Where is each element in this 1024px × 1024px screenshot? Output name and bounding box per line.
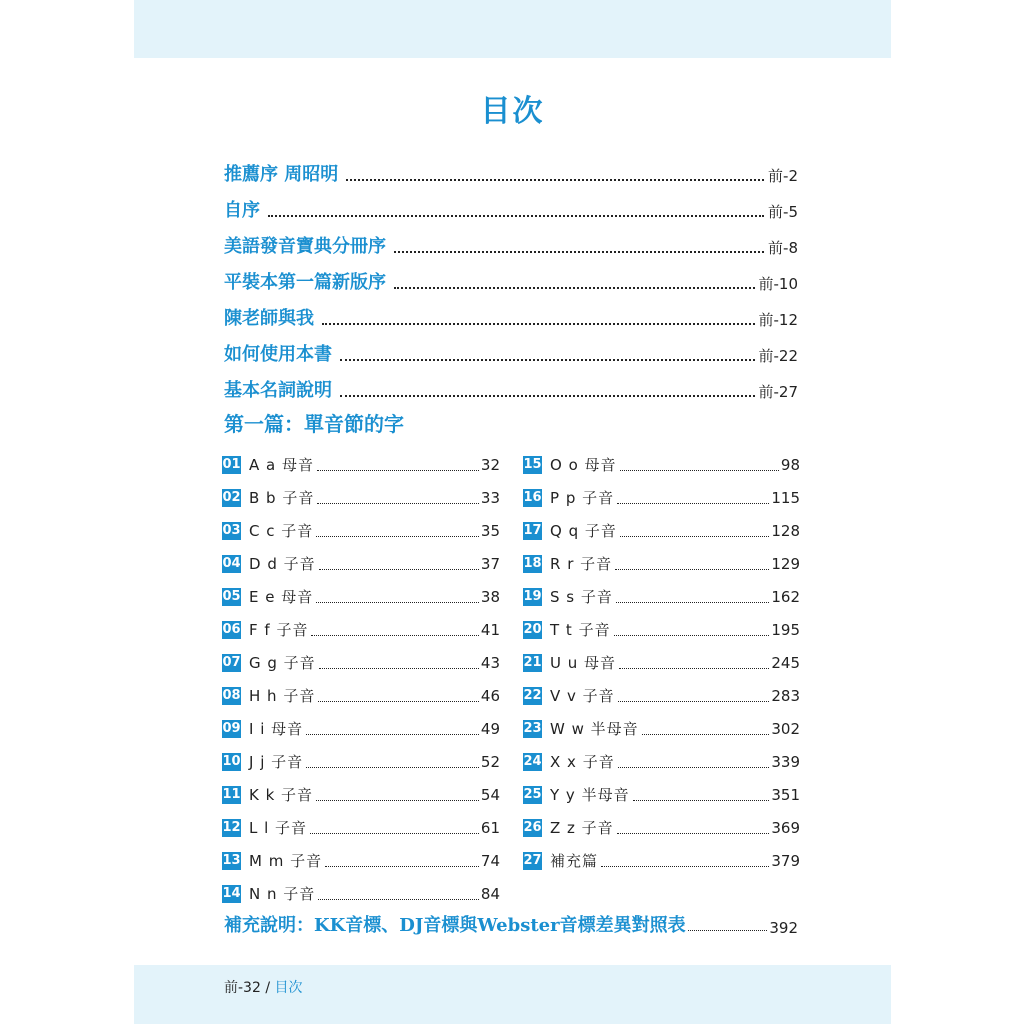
- chapter-page: 379: [771, 851, 800, 870]
- chapter-page: 37: [480, 554, 500, 573]
- toc-entry[interactable]: [224, 222, 798, 258]
- chapter-entry[interactable]: [523, 481, 800, 514]
- toc-entry-page: 前-8: [768, 239, 798, 257]
- chapter-label: L l 子音: [249, 819, 308, 837]
- chapter-page: 84: [480, 884, 500, 903]
- dot-leader: [617, 832, 770, 834]
- chapter-number-badge: 26: [523, 820, 542, 835]
- chapter-number-badge: 12: [222, 820, 241, 835]
- chapter-label: V v 子音: [550, 687, 615, 705]
- chapter-entry[interactable]: [523, 448, 800, 481]
- chapter-number-badge: 03: [222, 523, 241, 538]
- chapter-page: 98: [780, 455, 800, 474]
- chapter-number-badge: 04: [222, 556, 241, 571]
- chapter-number-badge: 22: [523, 688, 542, 703]
- chapter-number-badge: 13: [222, 853, 241, 868]
- chapter-label: I i 母音: [249, 720, 304, 738]
- chapter-entry[interactable]: [523, 778, 800, 811]
- dot-leader: [311, 634, 478, 636]
- chapter-entry[interactable]: [523, 745, 800, 778]
- dot-leader: [317, 502, 479, 504]
- dot-leader: [316, 799, 479, 801]
- chapter-number-badge: 24: [523, 754, 542, 769]
- supplement-entry[interactable]: [224, 907, 798, 937]
- chapter-label: R r 子音: [550, 555, 613, 573]
- dot-leader: [688, 929, 768, 931]
- chapter-label: P p 子音: [550, 489, 615, 507]
- page-title: 目次: [480, 94, 545, 129]
- dot-leader: [615, 568, 769, 570]
- chapter-label: 補充篇: [550, 852, 599, 870]
- chapter-number-badge: 21: [523, 655, 542, 670]
- chapter-number-badge: 06: [222, 622, 241, 637]
- chapter-label: D d 子音: [249, 555, 316, 573]
- chapter-page: 283: [771, 686, 800, 705]
- chapter-entry[interactable]: [222, 613, 500, 646]
- dot-leader: [617, 502, 769, 504]
- chapter-entry[interactable]: [523, 514, 800, 547]
- supplement-label: 補充說明：KK音標、DJ音標與Webster音標差異對照表: [224, 915, 686, 936]
- toc-entry[interactable]: [224, 366, 798, 402]
- dot-leader: [319, 568, 479, 570]
- dot-leader: [310, 832, 479, 834]
- chapter-number-badge: 20: [523, 622, 542, 637]
- chapter-page: 245: [771, 653, 800, 672]
- toc-entry-label: 基本名詞說明: [224, 380, 332, 401]
- chapter-label: Z z 子音: [550, 819, 614, 837]
- dot-leader: [340, 358, 755, 361]
- footer-page-number: 前-32: [224, 980, 261, 996]
- toc-entry-label: 美語發音寶典分冊序: [224, 236, 386, 257]
- chapter-label: U u 母音: [550, 654, 617, 672]
- chapter-page: 195: [771, 620, 800, 639]
- chapter-entry[interactable]: [222, 778, 500, 811]
- chapter-label: S s 子音: [550, 588, 613, 606]
- toc-entry[interactable]: [224, 294, 798, 330]
- chapter-page: 369: [771, 818, 800, 837]
- chapter-number-badge: 17: [523, 523, 542, 538]
- toc-entry-page: 前-22: [758, 347, 798, 365]
- chapter-entry[interactable]: [222, 514, 500, 547]
- dot-leader: [394, 286, 755, 289]
- chapter-label: F f 子音: [249, 621, 309, 639]
- chapter-entry[interactable]: [222, 844, 500, 877]
- chapter-label: Y y 半母音: [550, 786, 630, 804]
- chapter-page: 41: [480, 620, 500, 639]
- chapter-page: 38: [480, 587, 500, 606]
- chapter-number-badge: 01: [222, 457, 241, 472]
- chapter-page: 128: [771, 521, 800, 540]
- dot-leader: [618, 766, 770, 768]
- chapter-label: H h 子音: [249, 687, 316, 705]
- dot-leader: [322, 322, 755, 325]
- page-footer: [224, 977, 303, 997]
- supplement-page: 392: [769, 919, 798, 937]
- chapter-number-badge: 09: [222, 721, 241, 736]
- chapter-number-badge: 15: [523, 457, 542, 472]
- chapter-number-badge: 27: [523, 853, 542, 868]
- section-heading: 第一篇：單音節的字: [224, 412, 404, 436]
- chapter-entry[interactable]: [222, 877, 500, 910]
- chapter-page: 46: [480, 686, 500, 705]
- chapter-label: B b 子音: [249, 489, 315, 507]
- chapter-page: 74: [480, 851, 500, 870]
- chapter-entry[interactable]: [523, 712, 800, 745]
- toc-entry-label: 自序: [224, 200, 260, 221]
- toc-entry-page: 前-27: [758, 383, 798, 401]
- front-matter-list: [224, 150, 798, 402]
- dot-leader: [618, 700, 770, 702]
- chapter-entry[interactable]: [222, 481, 500, 514]
- dot-leader: [325, 865, 479, 867]
- chapter-page: 32: [480, 455, 500, 474]
- dot-leader: [318, 700, 479, 702]
- footer-separator: /: [265, 980, 271, 996]
- dot-leader: [318, 898, 479, 900]
- dot-leader: [316, 601, 479, 603]
- chapter-number-badge: 16: [523, 490, 542, 505]
- chapter-page: 49: [480, 719, 500, 738]
- chapter-entry[interactable]: [222, 646, 500, 679]
- chapter-number-badge: 05: [222, 589, 241, 604]
- dot-leader: [317, 469, 479, 471]
- dot-leader: [642, 733, 770, 735]
- chapter-entry[interactable]: [523, 679, 800, 712]
- dot-leader: [268, 214, 764, 217]
- chapter-entry[interactable]: [222, 679, 500, 712]
- dot-leader: [306, 766, 479, 768]
- chapter-number-badge: 08: [222, 688, 241, 703]
- chapter-page: 129: [771, 554, 800, 573]
- chapter-label: E e 母音: [249, 588, 314, 606]
- chapter-label: W w 半母音: [550, 720, 639, 738]
- chapter-label: J j 子音: [249, 753, 304, 771]
- chapter-label: G g 子音: [249, 654, 316, 672]
- toc-entry-page: 前-5: [768, 203, 798, 221]
- chapter-label: A a 母音: [249, 456, 314, 474]
- chapter-list-left: [222, 448, 500, 910]
- dot-leader: [319, 667, 479, 669]
- dot-leader: [633, 799, 770, 801]
- dot-leader: [306, 733, 479, 735]
- chapter-entry[interactable]: [222, 448, 500, 481]
- toc-entry-page: 前-10: [758, 275, 798, 293]
- dot-leader: [316, 535, 479, 537]
- chapter-number-badge: 19: [523, 589, 542, 604]
- footer-section-name: 目次: [274, 980, 303, 996]
- chapter-label: C c 子音: [249, 522, 314, 540]
- dot-leader: [620, 535, 769, 537]
- chapter-label: K k 子音: [249, 786, 314, 804]
- chapter-page: 339: [771, 752, 800, 771]
- chapter-entry[interactable]: [523, 811, 800, 844]
- dot-leader: [616, 601, 769, 603]
- chapter-number-badge: 10: [222, 754, 241, 769]
- chapter-entry[interactable]: [523, 844, 800, 877]
- chapter-number-badge: 02: [222, 490, 241, 505]
- chapter-page: 52: [480, 752, 500, 771]
- chapter-list-right: [523, 448, 800, 877]
- toc-entry-label: 推薦序 周昭明: [224, 164, 339, 185]
- dot-leader: [601, 865, 769, 867]
- chapter-label: N n 子音: [249, 885, 316, 903]
- toc-entry-page: 前-2: [768, 167, 798, 185]
- chapter-number-badge: 07: [222, 655, 241, 670]
- chapter-page: 302: [771, 719, 800, 738]
- chapter-number-badge: 18: [523, 556, 542, 571]
- toc-entry[interactable]: [224, 258, 798, 294]
- dot-leader: [346, 178, 764, 181]
- chapter-entry[interactable]: [523, 646, 800, 679]
- chapter-entry[interactable]: [523, 547, 800, 580]
- chapter-label: X x 子音: [550, 753, 615, 771]
- chapter-page: 162: [771, 587, 800, 606]
- chapter-entry[interactable]: [222, 580, 500, 613]
- chapter-page: 54: [480, 785, 500, 804]
- chapter-page: 43: [480, 653, 500, 672]
- toc-entry-label: 如何使用本書: [224, 344, 332, 365]
- chapter-entry[interactable]: [222, 745, 500, 778]
- chapter-page: 35: [480, 521, 500, 540]
- chapter-number-badge: 23: [523, 721, 542, 736]
- chapter-label: O o 母音: [550, 456, 617, 474]
- toc-entry[interactable]: [224, 330, 798, 366]
- toc-entry-label: 陳老師與我: [224, 308, 314, 329]
- dot-leader: [614, 634, 770, 636]
- dot-leader: [394, 250, 764, 253]
- toc-entry-label: 平裝本第一篇新版序: [224, 272, 386, 293]
- chapter-label: Q q 子音: [550, 522, 617, 540]
- dot-leader: [620, 469, 779, 471]
- chapter-label: T t 子音: [550, 621, 611, 639]
- chapter-entry[interactable]: [222, 712, 500, 745]
- chapter-entry[interactable]: [222, 547, 500, 580]
- chapter-number-badge: 14: [222, 886, 241, 901]
- dot-leader: [619, 667, 769, 669]
- chapter-entry[interactable]: [523, 613, 800, 646]
- header-band: [134, 0, 891, 58]
- chapter-number-badge: 25: [523, 787, 542, 802]
- chapter-entry[interactable]: [222, 811, 500, 844]
- chapter-page: 61: [480, 818, 500, 837]
- toc-entry-page: 前-12: [758, 311, 798, 329]
- chapter-page: 33: [480, 488, 500, 507]
- dot-leader: [340, 394, 755, 397]
- chapter-page: 351: [771, 785, 800, 804]
- toc-entry[interactable]: [224, 186, 798, 222]
- chapter-label: M m 子音: [249, 852, 323, 870]
- chapter-number-badge: 11: [222, 787, 241, 802]
- chapter-entry[interactable]: [523, 580, 800, 613]
- toc-entry[interactable]: [224, 150, 798, 186]
- chapter-page: 115: [771, 488, 800, 507]
